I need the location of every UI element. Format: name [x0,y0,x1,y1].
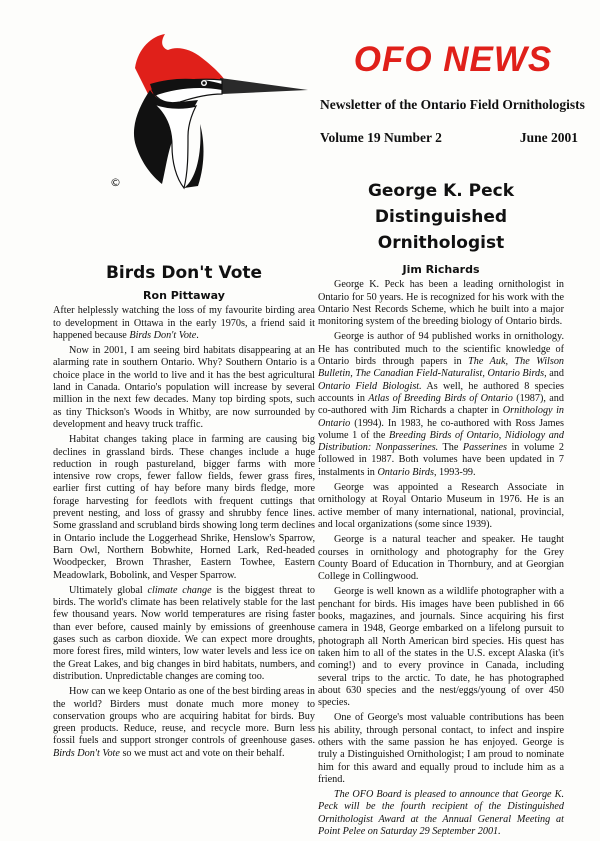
article-title-line1: George K. Peck [367,181,515,201]
paragraph: How can we keep Ontario as one of the best birding areas in the world? Birders must donate much more money to conservation groups who are acquiring habitat for birds. Buy green products. Reduce, reuse, and recycle more. Burn less fossil fuels and support stronger controls of greenhouse gases. Birds Don't Vote so we must act and vote on their behalf. [53,686,315,759]
paragraph: George is author of 94 published works in ornithology. He has contributed much to the scientific knowledge of Ontario birds through papers in The Auk, The Wilson Bulletin, The Canadian Field-Naturalist, Ontario Birds, and Ontario Field Biologist. As well, he authored 8 species accounts in Atlas of Breeding Birds of Ontario (1987), and co-authored with Jim Richards a chapter in Ornithology in Ontario (1994). In 1983, he co-authored with Ross James volume 1 of the Breeding Birds of Ontario, Nidiology and Distribution: Nonpasserines. The Passerines in volume 2 followed in 1987. Both volumes have been updated in 7 instalments in Ontario Birds, 1993-99. [318,331,565,478]
woodpecker-logo [80,28,310,198]
paragraph: George is a natural teacher and speaker. He taught courses in ornithology and photography for the Grey County Board of Education in Thornbury, and at Georgian College in Collingwood. [318,534,564,583]
paragraph: Ultimately global climate change is the biggest threat to birds. The world's climate has been relatively stable for the last few thousand years. Now world temperatures are rising faster than ever before, caused mainly by emissions of greenhouse gases such as carbon dioxide. We can expect more droughts, more forest fires, mild winters, low water levels and less ice on the Great Lakes, and big changes in bird habitats, numbers, and distribution. Unpredictable changes are coming too. [53,584,315,682]
newsletter-title: OFO NEWS [353,40,553,79]
issue-date: June 2001 [519,130,578,145]
award-announcement: The OFO Board is pleased to announce that George K. Peck will be the fourth recipient of the Distinguished Ornithologist Award at the Annual General Meeting at Point Pelee on Saturday 29 September 2001. [318,789,564,838]
paragraph: One of George's most valuable contributions has been his ability, through personal contact, to infect and inspire others with the same passion he has enjoyed. George is truly a Distinguished Ornithologist; I am proud to nominate him for this award and equally proud to include him as a friend. [318,712,564,785]
paragraph: George is well known as a wildlife photographer with a penchant for birds. His images have been published in 66 books, magazines, and journals. Since acquiring his first camera in 1948, George embarked on a lifelong pursuit to photograph all North American bird species. His quest has taken him to all of the states in the U.S. except Alaska (it's coming!) and to every province in Canada, including several trips to the arctic. To date, he has photographed about 630 species and the nest/eggs/young of over 450 species. [318,586,564,709]
paragraph: George K. Peck has been a leading ornithologist in Ontario for 50 years. He is recognized for his work with the Ontario Nest Records Scheme, which he built into a major monitoring system of the breeding biology of Ontario birds. [318,279,564,328]
volume-number: Volume 19 Number 2 [320,130,442,145]
article-author: Ron Pittaway [143,289,225,302]
issue-info [318,130,588,146]
paragraph: Now in 2001, I am seeing bird habitats disappearing at an alarming rate in southern Ontario. Why? Southern Ontario is a choice place in the world to live and it has the best agricultural land in Canada. Ontario's population will increase by several million in the next few decades. Many top birding spots, such as tiny Thickson's Woods in Whitby, are now surrounded by development and heavy truck traffic. [53,345,315,430]
copyright-symbol: © [110,176,121,189]
article-author: Jim Richards [402,263,480,276]
paragraph: Habitat changes taking place in farming are causing big declines in grassland birds. These changes include a huge reduction in rough pastureland, bigger farms with more intensive row crops, fewer fallow fields, fewer grass fires, earlier first cutting of hay before many birds fledge, more forage harvesting for feedlots with frequent cuttings that prevent nesting, and loss of grassy and shrubby fence lines. Some grassland and scrubland birds showing long term declines in Ontario include the Loggerhead Shrike, Henslow's Sparrow, Barn Owl, Northern Bobwhite, Horned Lark, Red-headed Woodpecker, Brown Thrasher, Eastern Towhee, Eastern Meadowlark, Bobolink, and Vesper Sparrow. [53,434,315,581]
paragraph: After helplessly watching the loss of my favourite birding area to development in Ottawa in the early 1970s, a friend said it happened because Birds Don't Vote. [53,305,315,341]
article-title: Birds Don't Vote [105,263,263,283]
birds-dont-vote-article [53,262,315,763]
article-title-line2: Distinguished Ornithologist [374,207,508,253]
newsletter-subtitle: Newsletter of the Ontario Field Ornithologists [320,97,585,112]
masthead [318,40,588,146]
paragraph: George was appointed a Research Associate in ornithology at Royal Ontario Museum in 1976. He is an active member of many international, national, provincial, and local organizations (some since 1939). [318,482,564,530]
george-peck-article [318,178,564,841]
